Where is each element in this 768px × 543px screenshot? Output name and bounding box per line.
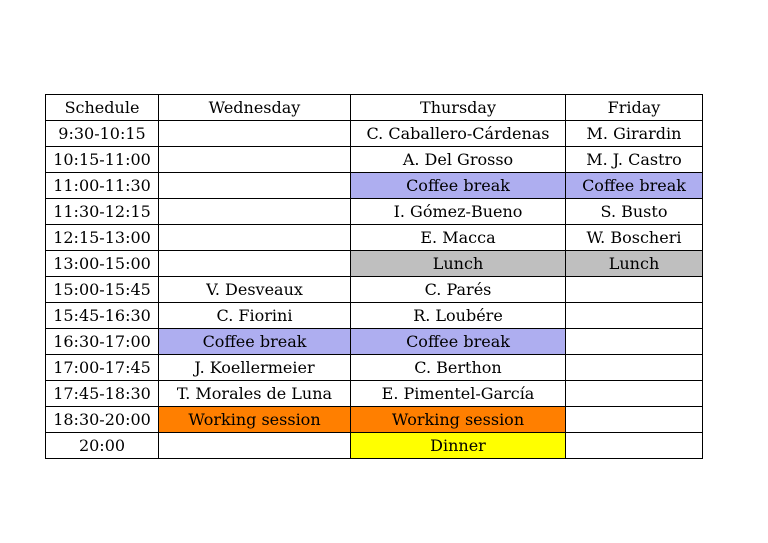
table-row (46, 381, 703, 407)
table-row (46, 407, 703, 433)
friday-cell (566, 407, 703, 433)
table-row (46, 173, 703, 199)
schedule-header (46, 95, 703, 121)
thursday-cell-coffee-break: Coffee break (351, 173, 566, 199)
wednesday-cell: C. Fiorini (159, 303, 351, 329)
header-row (46, 95, 703, 121)
time-cell: 15:00-15:45 (46, 277, 159, 303)
header-friday: Friday (566, 95, 703, 121)
header-thursday: Thursday (351, 95, 566, 121)
thursday-cell-dinner: Dinner (351, 433, 566, 459)
time-cell: 18:30-20:00 (46, 407, 159, 433)
wednesday-cell (159, 121, 351, 147)
time-cell: 16:30-17:00 (46, 329, 159, 355)
friday-cell (566, 381, 703, 407)
wednesday-cell (159, 225, 351, 251)
table-row (46, 277, 703, 303)
thursday-cell: E. Macca (351, 225, 566, 251)
table-row (46, 147, 703, 173)
schedule-table (45, 94, 703, 459)
time-cell: 11:00-11:30 (46, 173, 159, 199)
time-cell: 9:30-10:15 (46, 121, 159, 147)
friday-cell (566, 277, 703, 303)
wednesday-cell: J. Koellermeier (159, 355, 351, 381)
thursday-cell-coffee-break: Coffee break (351, 329, 566, 355)
thursday-cell: C. Parés (351, 277, 566, 303)
time-cell: 20:00 (46, 433, 159, 459)
friday-cell-coffee-break: Coffee break (566, 173, 703, 199)
friday-cell (566, 355, 703, 381)
wednesday-cell-coffee-break: Coffee break (159, 329, 351, 355)
time-cell: 17:45-18:30 (46, 381, 159, 407)
friday-cell: W. Boscheri (566, 225, 703, 251)
friday-cell (566, 433, 703, 459)
thursday-cell-lunch: Lunch (351, 251, 566, 277)
thursday-cell-working-session: Working session (351, 407, 566, 433)
time-cell: 10:15-11:00 (46, 147, 159, 173)
friday-cell: M. J. Castro (566, 147, 703, 173)
thursday-cell: E. Pimentel-García (351, 381, 566, 407)
table-row (46, 329, 703, 355)
wednesday-cell (159, 147, 351, 173)
time-cell: 15:45-16:30 (46, 303, 159, 329)
friday-cell (566, 303, 703, 329)
friday-cell: M. Girardin (566, 121, 703, 147)
friday-cell-lunch: Lunch (566, 251, 703, 277)
wednesday-cell (159, 199, 351, 225)
friday-cell: S. Busto (566, 199, 703, 225)
schedule-body (46, 121, 703, 459)
table-row (46, 225, 703, 251)
wednesday-cell (159, 433, 351, 459)
friday-cell (566, 329, 703, 355)
time-cell: 12:15-13:00 (46, 225, 159, 251)
table-row (46, 303, 703, 329)
table-row (46, 355, 703, 381)
header-wednesday: Wednesday (159, 95, 351, 121)
wednesday-cell (159, 251, 351, 277)
thursday-cell: I. Gómez-Bueno (351, 199, 566, 225)
thursday-cell: A. Del Grosso (351, 147, 566, 173)
table-row (46, 433, 703, 459)
thursday-cell: R. Loubére (351, 303, 566, 329)
wednesday-cell: T. Morales de Luna (159, 381, 351, 407)
thursday-cell: C. Caballero-Cárdenas (351, 121, 566, 147)
time-cell: 13:00-15:00 (46, 251, 159, 277)
table-row (46, 251, 703, 277)
time-cell: 17:00-17:45 (46, 355, 159, 381)
wednesday-cell: V. Desveaux (159, 277, 351, 303)
table-row (46, 199, 703, 225)
thursday-cell: C. Berthon (351, 355, 566, 381)
time-cell: 11:30-12:15 (46, 199, 159, 225)
table-row (46, 121, 703, 147)
wednesday-cell-working-session: Working session (159, 407, 351, 433)
wednesday-cell (159, 173, 351, 199)
header-schedule: Schedule (46, 95, 159, 121)
